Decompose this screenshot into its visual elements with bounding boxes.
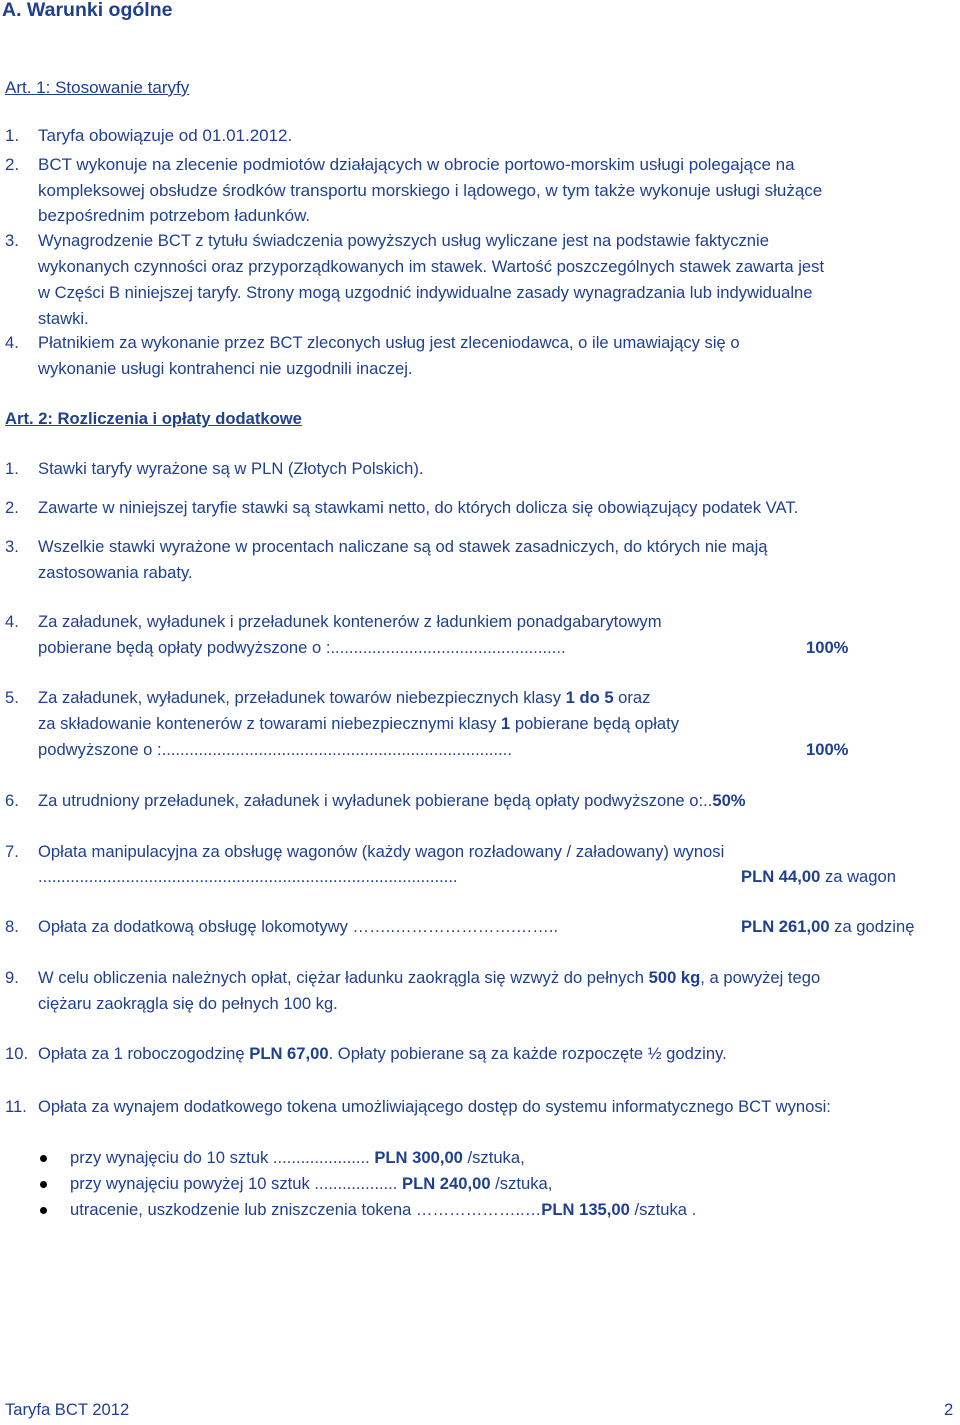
art1-item4-line2: wykonanie usługi kontrahenci nie uzgodnili inaczej. [38, 359, 413, 378]
art2-item9-line1: W celu obliczenia należnych opłat, ciężar ładunku zaokrągla się wzwyż do pełnych 500 kg, a powyżej tego [38, 968, 821, 987]
art2-item4-num: 4. [5, 612, 19, 631]
art1-item1-text: Taryfa obowiązuje od 01.01.2012. [38, 126, 293, 145]
art2-item5-value: 100% [806, 740, 849, 759]
bullet-icon [40, 1207, 47, 1214]
art2-item7-line1: Opłata manipulacyjna za obsługę wagonów (każdy wagon rozładowany / załadowany) wynosi [38, 842, 725, 861]
art1-item1-num: 1. [5, 126, 20, 145]
page-number: 2 [944, 1400, 954, 1419]
art1-item2-line2: kompleksowej obsłudze środków transportu morskiego i lądowego, w tym także wykonuje usługi służące [38, 181, 823, 200]
art1-item2-num: 2. [5, 155, 20, 174]
art1-item3-line1: Wynagrodzenie BCT z tytułu świadczenia powyższych usług wyliczane jest na podstawie faktycznie [38, 231, 769, 250]
art2-item10-num: 10. [5, 1044, 29, 1063]
art2-item3-num: 3. [5, 537, 19, 556]
token-price-item: przy wynajęciu powyżej 10 sztuk .................. PLN 240,00 /sztuka, [70, 1174, 553, 1193]
art2-item4-line1: Za załadunek, wyładunek i przeładunek kontenerów z ładunkiem ponadgabarytowym [38, 612, 662, 631]
art2-item8-num: 8. [5, 917, 19, 936]
art2-item3-line1: Wszelkie stawki wyrażone w procentach naliczane są od stawek zasadniczych, do których nie mają [38, 537, 768, 556]
token-price-item: przy wynajęciu do 10 sztuk ..................... PLN 300,00 /sztuka, [70, 1148, 525, 1167]
art2-item9-line2: ciężaru zaokrągla się do pełnych 100 kg. [38, 994, 338, 1013]
art2-item8-text: Opłata za dodatkową obsługę lokomotywy ……..………………….…….. [38, 917, 559, 936]
art1-item2-line3: bezpośrednim potrzebom ładunków. [38, 206, 311, 225]
art2-item5-line3: podwyższone o :............................................................................ [38, 740, 512, 759]
art2-item6-num: 6. [5, 791, 19, 810]
art2-item1-text: Stawki taryfy wyrażone są w PLN (Złotych Polskich). [38, 459, 424, 478]
art2-item6-text: Za utrudniony przeładunek, załadunek i wyładunek pobierane będą opłaty podwyższone o:..50% [38, 791, 746, 810]
art1-item3-line3: w Części B niniejszej taryfy. Strony mogą uzgodnić indywidualne zasady wynagradzania lub indywidualne [38, 283, 813, 302]
art2-item7-price: PLN 44,00 za wagon [741, 867, 896, 886]
art2-item7-line2: ........................................................................................... [38, 867, 458, 886]
art2-item4-line2: pobierane będą opłaty podwyższone o :................................................... [38, 638, 566, 657]
art1-item3-line2: wykonanych czynności oraz przyporządkowanych im stawek. Wartość poszczególnych stawek zawarta jest [38, 257, 825, 276]
art2-item10-text: Opłata za 1 roboczogodzinę PLN 67,00. Opłaty pobierane są za każde rozpoczęte ½ godziny. [38, 1044, 727, 1063]
art1-item2-line1: BCT wykonuje na zlecenie podmiotów działających w obrocie portowo-morskim usługi polegające na [38, 155, 795, 174]
art2-item11-num: 11. [5, 1097, 27, 1116]
art2-item4-value: 100% [806, 638, 849, 657]
art1-item3-num: 3. [5, 231, 19, 250]
art2-title: Art. 2: Rozliczenia i opłaty dodatkowe [5, 409, 302, 428]
art2-item5-line1: Za załadunek, wyładunek, przeładunek towarów niebezpiecznych klasy 1 do 5 oraz [38, 688, 651, 707]
art1-item4-num: 4. [5, 333, 19, 352]
art2-item5-num: 5. [5, 688, 19, 707]
art2-item8-price: PLN 261,00 za godzinę [741, 917, 915, 936]
art2-item9-num: 9. [5, 968, 19, 987]
art2-item11-text: Opłata za wynajem dodatkowego tokena umożliwiającego dostęp do systemu informatycznego BCT wynosi: [38, 1097, 831, 1116]
art1-item4-line1: Płatnikiem za wykonanie przez BCT zleconych usług jest zleceniodawca, o ile umawiający się o [38, 333, 740, 352]
art2-item3-line2: zastosowania rabaty. [38, 563, 193, 582]
art2-item7-num: 7. [5, 842, 19, 861]
art2-item2-num: 2. [5, 498, 19, 517]
bullet-icon [40, 1181, 47, 1188]
art1-item3-line4: stawki. [38, 309, 89, 328]
footer-title: Taryfa BCT 2012 [5, 1400, 130, 1419]
bullet-icon [40, 1155, 47, 1162]
art2-item2-text: Zawarte w niniejszej taryfie stawki są stawkami netto, do których dolicza się obowiązujący podatek VAT. [38, 498, 799, 517]
section-title: A. Warunki ogólne [2, 0, 173, 21]
art2-item1-num: 1. [5, 459, 19, 478]
art2-item5-line2: za składowanie kontenerów z towarami niebezpiecznymi klasy 1 pobierane będą opłaty [38, 714, 680, 733]
art1-title: Art. 1: Stosowanie taryfy [5, 78, 190, 97]
token-price-item: utracenie, uszkodzenie lub zniszczenia tokena ………………..…PLN 135,00 /sztuka . [70, 1200, 697, 1219]
